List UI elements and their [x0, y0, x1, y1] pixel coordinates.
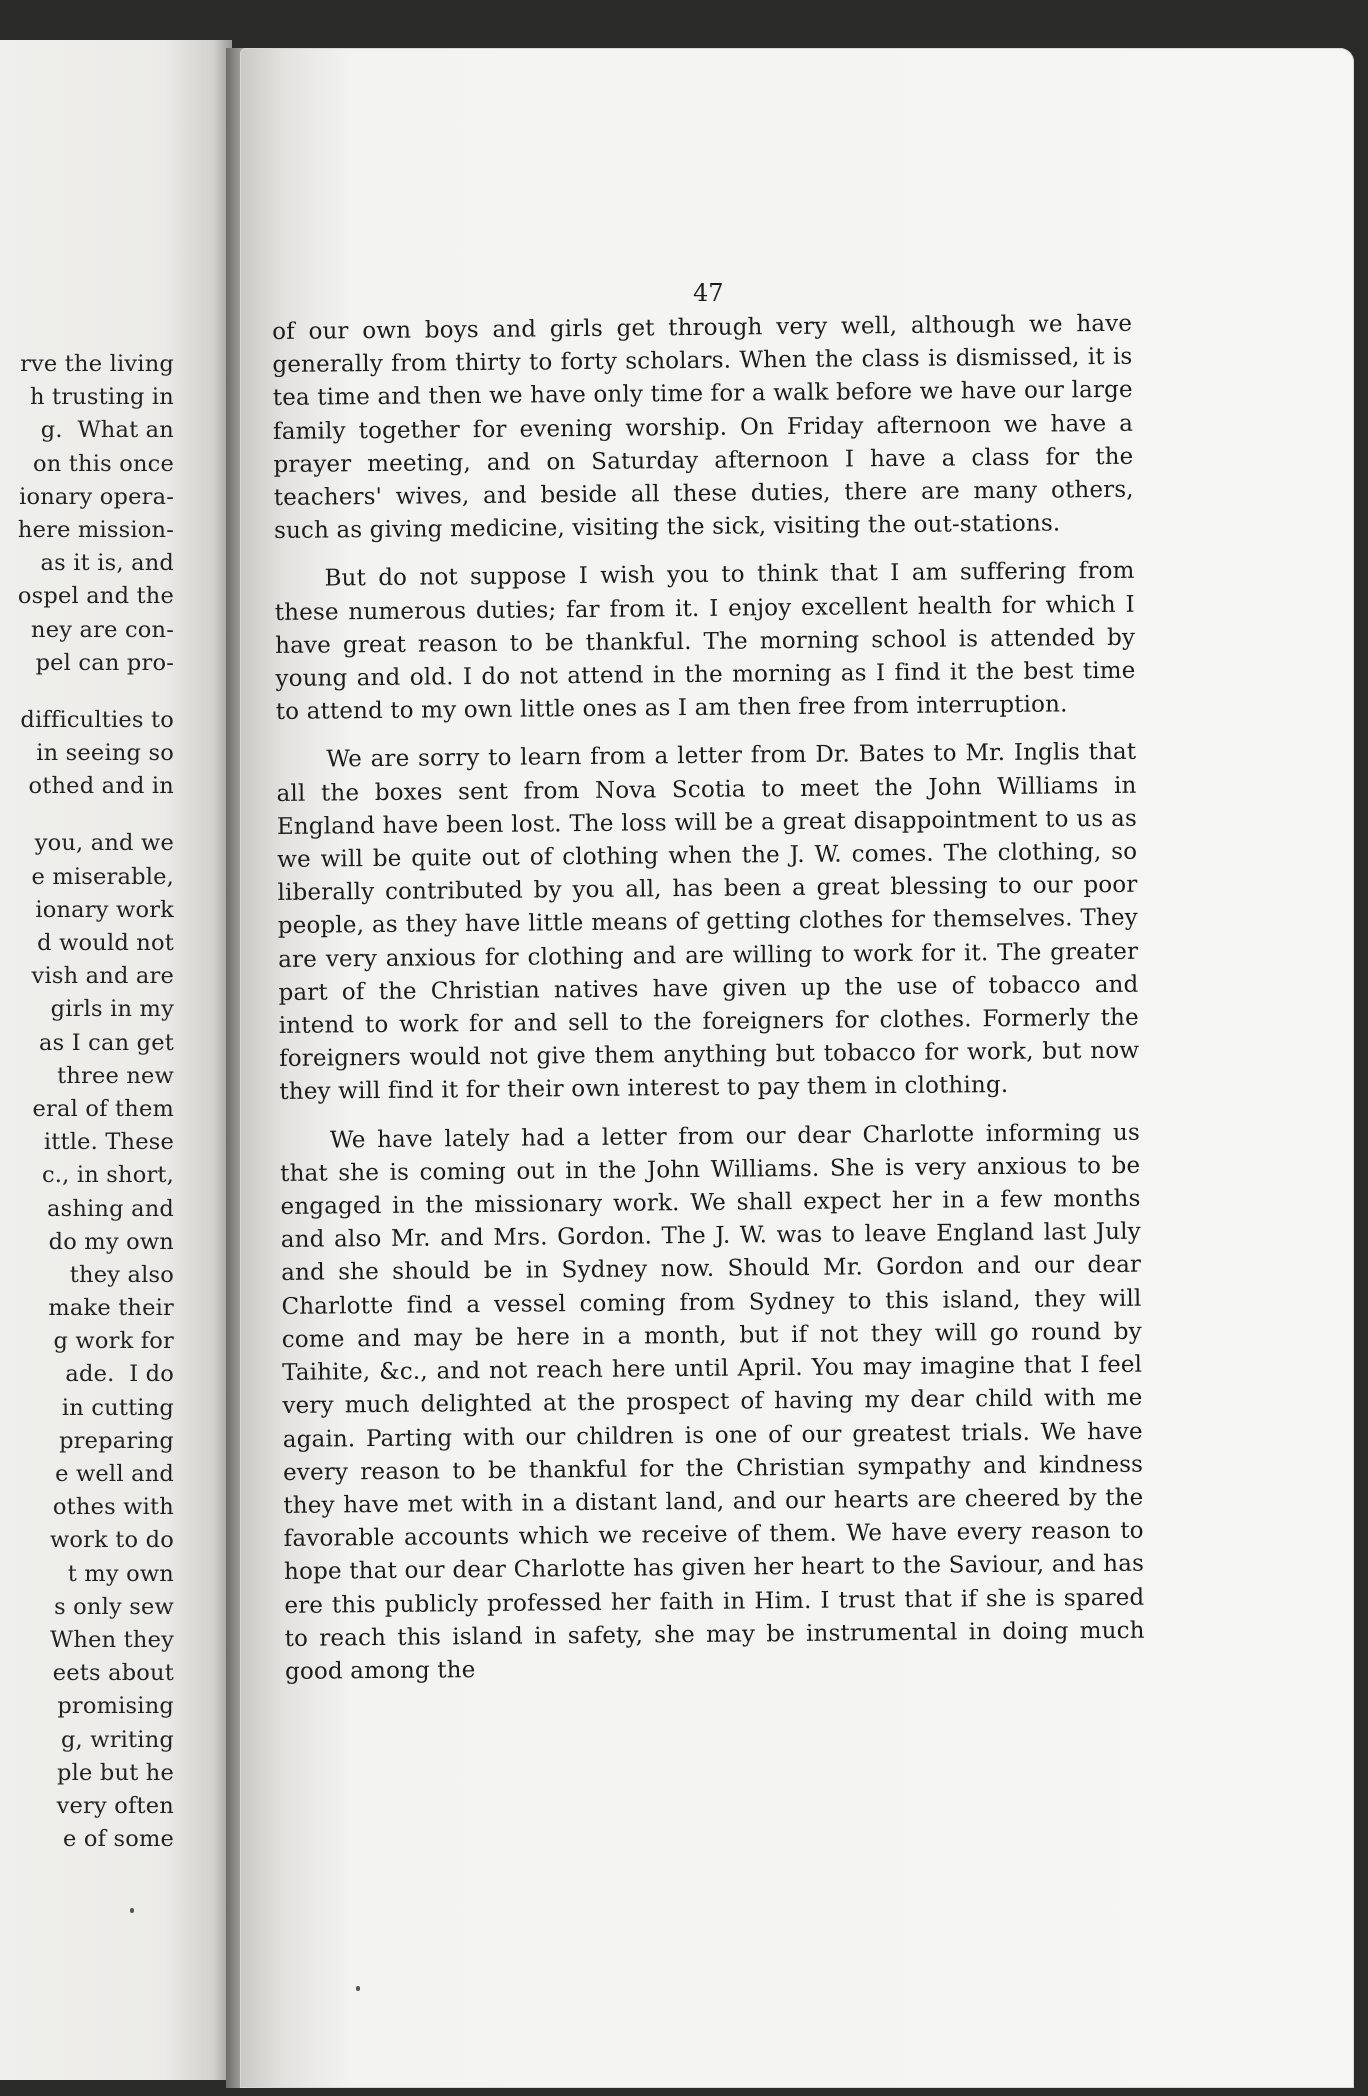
left-page-line: c., in short, — [41, 1162, 174, 1189]
left-page-line: girls in my — [50, 996, 174, 1023]
left-page-line: difficulties to — [20, 706, 174, 733]
left-page-line — [18, 680, 174, 704]
left-page-line: e of some — [62, 1826, 174, 1853]
page-body — [272, 308, 1145, 1704]
left-page-line: e well and — [55, 1461, 174, 1487]
left-page-line: g, writing — [60, 1726, 174, 1753]
left-page-line: rve the living — [20, 351, 174, 377]
left-page-line: othed and in — [28, 773, 174, 800]
paragraph-4: We have lately had a letter from our dear Charlotte informing us that she is coming out in the John Williams. She is very anxious to be engaged in the missionary work. We shall expect her in a few months and also Mr. and Mrs. Gordon. The J. W. was to leave England last July and she should be in Sydney now. Should Mr. Gordon and our dear Charlotte find a vessel coming from Sydney to this island, they will come and may be here in a month, but if not they will go round by Taihite, &c., and not reach here until April. You may imagine that I feel very much delighted at the prospect of having my dear child with me again. Parting with our children is one of our greatest trials. We have every reason to be thankful for the Christian sympathy and kindness they have met with in a distant land, and our hearts are cheered by the favorable accounts which we receive of them. We have every reason to hope that our dear Charlotte has given her heart to the Saviour, and has ere this publicly professed her faith in Him. I trust that if she is spared to reach this island in safety, she may be instrumental in doing much good among the — [280, 1119, 1145, 1685]
left-page-line: pel can pro- — [35, 649, 174, 676]
left-page-line: h trusting in — [29, 384, 174, 411]
left-page-line: d would not — [37, 930, 174, 956]
left-page-line: eets about — [52, 1660, 174, 1687]
left-page-line: in seeing so — [36, 740, 174, 767]
left-page-line: t my own — [67, 1560, 174, 1587]
left-page-line: do my own — [48, 1228, 174, 1255]
paragraph-3: We are sorry to learn from a letter from Dr. Bates to Mr. Inglis that all the boxes sent from Nova Scotia to meet the John Williams in England have been lost. The loss will be a great disappointment to us as we will be quite out of clothing when the J. W. comes. The clothing, so liberally contributed by you all, has been a great blessing to our poor people, as they have little means of getting clothes for themselves. They are very anxious for clothing and are willing to work for it. The greater part of the Christian natives have given up the use of tobacco and intend to work for and sell to the foreigners for clothes. Formerly the foreigners would not give them anything but tobacco for work, but now they will find it for their own interest to pay them in clothing. — [276, 739, 1140, 1106]
left-page-line: g work for — [53, 1328, 174, 1355]
left-page-line: as I can get — [39, 1029, 174, 1056]
left-page-line: promising — [57, 1693, 174, 1720]
left-page-line: vish and are — [31, 963, 174, 990]
left-page-line: very often — [56, 1792, 174, 1819]
left-page-line: on this once — [33, 450, 174, 477]
left-page-line: make their — [48, 1295, 174, 1322]
left-page-line: work to do — [49, 1527, 174, 1554]
left-page-line: s only sew — [54, 1593, 174, 1620]
left-page-line: ade. I do — [65, 1361, 174, 1388]
paragraph-2: But do not suppose I wish you to think that I am suffering from these numerous duties; far from it. I enjoy excellent health for which I have great reason to be thankful. The morning school is attended by young and old. I do not attend in the morning as I find it the best time to attend to my own little ones as I am then free from interruption. — [274, 558, 1136, 726]
left-page-line: ospel and the — [17, 583, 174, 610]
left-page-line — [18, 803, 174, 827]
left-page-fragment — [0, 40, 232, 2080]
left-page-line: as it is, and — [40, 550, 174, 577]
left-page-line: g. What an — [40, 417, 174, 444]
left-page-line: When they — [50, 1626, 174, 1653]
left-page-line: e miserable, — [31, 863, 174, 890]
left-page-line: preparing — [59, 1427, 174, 1454]
left-page-line: ittle. These — [43, 1129, 174, 1156]
left-page-line: ple but he — [57, 1759, 174, 1786]
left-page-line: ney are con- — [31, 616, 174, 643]
left-page-line: you, and we — [34, 830, 174, 857]
paragraph-1: of our own boys and girls get through very well, although we have generally from thirty to forty scholars. When the class is dismissed, it is tea time and then we have only time for a walk before we have our large family together for evening worship. On Friday afternoon we have a prayer meeting, and on Saturday afternoon I have a class for the teachers' wives, and beside all these duties, there are many others, such as giving medicine, visiting the sick, visiting the out-stations. — [272, 310, 1134, 545]
left-page-line: three new — [57, 1062, 174, 1089]
left-page-line: they also — [69, 1261, 174, 1288]
left-page-line: here mission- — [17, 516, 174, 543]
scan-speck — [356, 1986, 360, 1991]
page-number: 47 — [693, 279, 724, 307]
left-page-line: ashing and — [46, 1195, 174, 1222]
left-page-line: eral of them — [32, 1095, 174, 1122]
scan-speck — [130, 1908, 134, 1913]
left-page-line: in cutting — [61, 1394, 174, 1421]
left-page-line: ionary opera- — [19, 483, 174, 510]
left-page-line: othes with — [52, 1494, 174, 1521]
left-page-line: ionary work — [35, 896, 174, 923]
left-page-text — [18, 348, 174, 1856]
